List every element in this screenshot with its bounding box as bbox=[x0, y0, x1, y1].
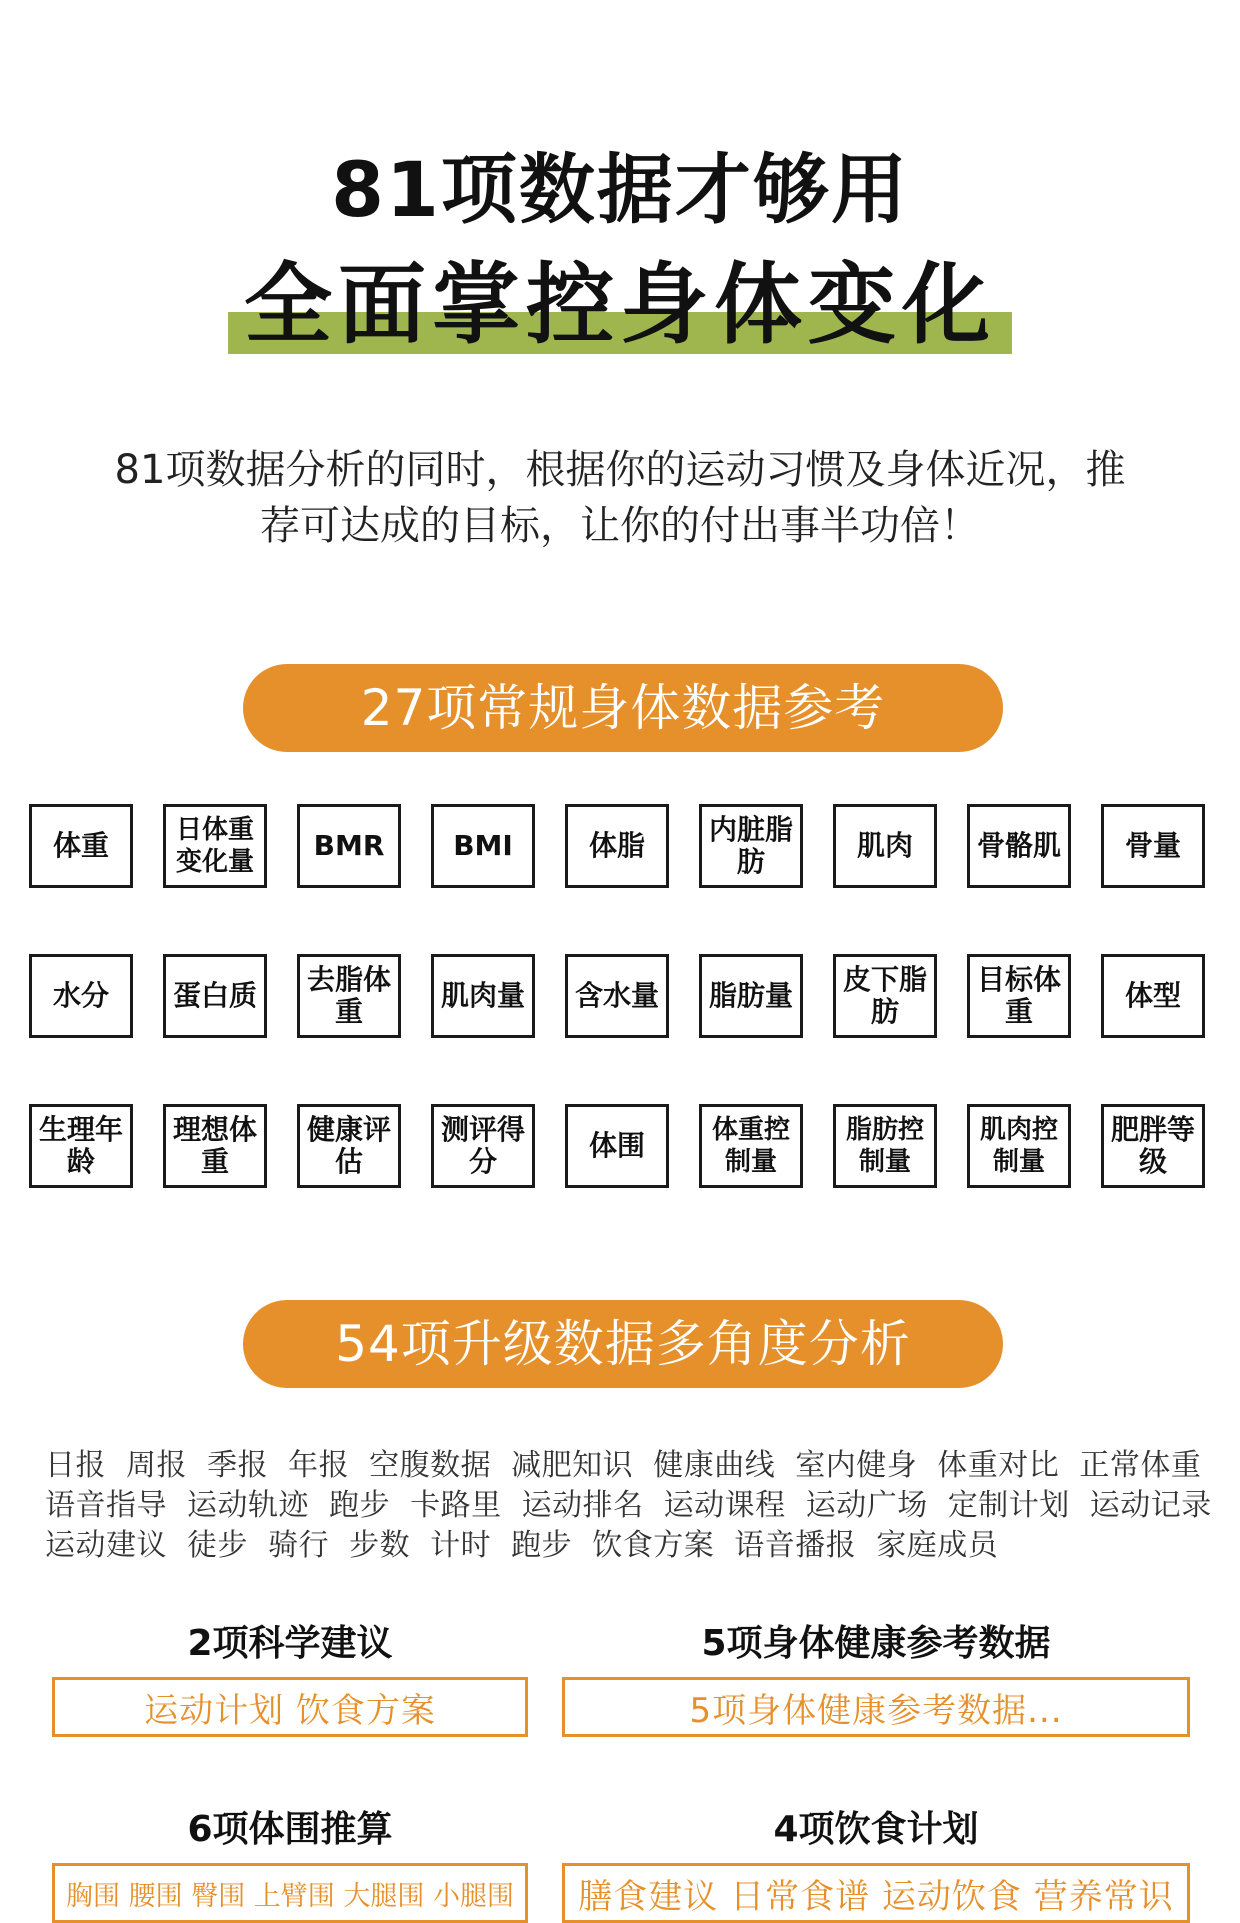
data-cell: 肌肉 bbox=[833, 804, 937, 888]
health-title: 5项身体健康参考数据 bbox=[701, 1623, 1051, 1664]
health-box: 5项身体健康参考数据... bbox=[562, 1677, 1190, 1737]
data-cell: 肌肉量 bbox=[431, 954, 535, 1038]
main-title bbox=[0, 250, 1240, 360]
data-cell: 体脂 bbox=[565, 804, 669, 888]
regular-data-banner: 27项常规身体数据参考 bbox=[243, 664, 1003, 752]
data-cell: 体重 bbox=[29, 804, 133, 888]
data-cell: 体型 bbox=[1101, 954, 1205, 1038]
diet-box: 膳食建议 日常食谱 运动饮食 营养常识 bbox=[562, 1863, 1190, 1923]
data-cell: 内脏脂肪 bbox=[699, 804, 803, 888]
data-cell: 肥胖等级 bbox=[1101, 1104, 1205, 1188]
regular-data-grid bbox=[29, 804, 1209, 1188]
data-cell: 水分 bbox=[29, 954, 133, 1038]
feature-line: 运动建议 徒步 骑行 步数 计时 跑步 饮食方案 语音播报 家庭成员 bbox=[45, 1528, 999, 1563]
data-cell: 目标体重 bbox=[967, 954, 1071, 1038]
advice-box: 运动计划 饮食方案 bbox=[52, 1677, 528, 1737]
diet-title: 4项饮食计划 bbox=[773, 1809, 979, 1850]
intro-line-2: 荐可达成的目标，让你的付出事半功倍！ bbox=[260, 503, 980, 549]
data-cell: 含水量 bbox=[565, 954, 669, 1038]
upgrade-data-banner: 54项升级数据多角度分析 bbox=[243, 1300, 1003, 1388]
girth-box: 胸围 腰围 臀围 上臂围 大腿围 小腿围 bbox=[52, 1863, 528, 1923]
main-title-text: 全面掌控身体变化 bbox=[243, 253, 996, 356]
advice-title: 2项科学建议 bbox=[187, 1623, 393, 1664]
upgrade-feature-list bbox=[45, 1446, 1212, 1566]
intro-line-1: 81项数据分析的同时，根据你的运动习惯及身体近况，推 bbox=[114, 447, 1126, 493]
data-cell: 生理年龄 bbox=[29, 1104, 133, 1188]
data-cell: 骨量 bbox=[1101, 804, 1205, 888]
data-cell: 体重控制量 bbox=[699, 1104, 803, 1188]
headline: 81项数据才够用 bbox=[331, 145, 909, 234]
data-cell: 脂肪控制量 bbox=[833, 1104, 937, 1188]
intro-paragraph bbox=[70, 442, 1170, 554]
data-cell: 理想体重 bbox=[163, 1104, 267, 1188]
data-cell: 测评得分 bbox=[431, 1104, 535, 1188]
feature-line: 日报 周报 季报 年报 空腹数据 减肥知识 健康曲线 室内健身 体重对比 正常体重 bbox=[45, 1448, 1202, 1483]
data-cell: BMI bbox=[431, 804, 535, 888]
data-cell: BMR bbox=[297, 804, 401, 888]
data-cell: 体围 bbox=[565, 1104, 669, 1188]
data-cell: 健康评估 bbox=[297, 1104, 401, 1188]
data-cell: 去脂体重 bbox=[297, 954, 401, 1038]
data-cell: 脂肪量 bbox=[699, 954, 803, 1038]
data-cell: 肌肉控制量 bbox=[967, 1104, 1071, 1188]
data-cell: 骨骼肌 bbox=[967, 804, 1071, 888]
data-cell: 蛋白质 bbox=[163, 954, 267, 1038]
data-cell: 日体重变化量 bbox=[163, 804, 267, 888]
girth-title: 6项体围推算 bbox=[187, 1809, 393, 1850]
feature-line: 语音指导 运动轨迹 跑步 卡路里 运动排名 运动课程 运动广场 定制计划 运动记录 bbox=[45, 1488, 1212, 1523]
data-cell: 皮下脂肪 bbox=[833, 954, 937, 1038]
